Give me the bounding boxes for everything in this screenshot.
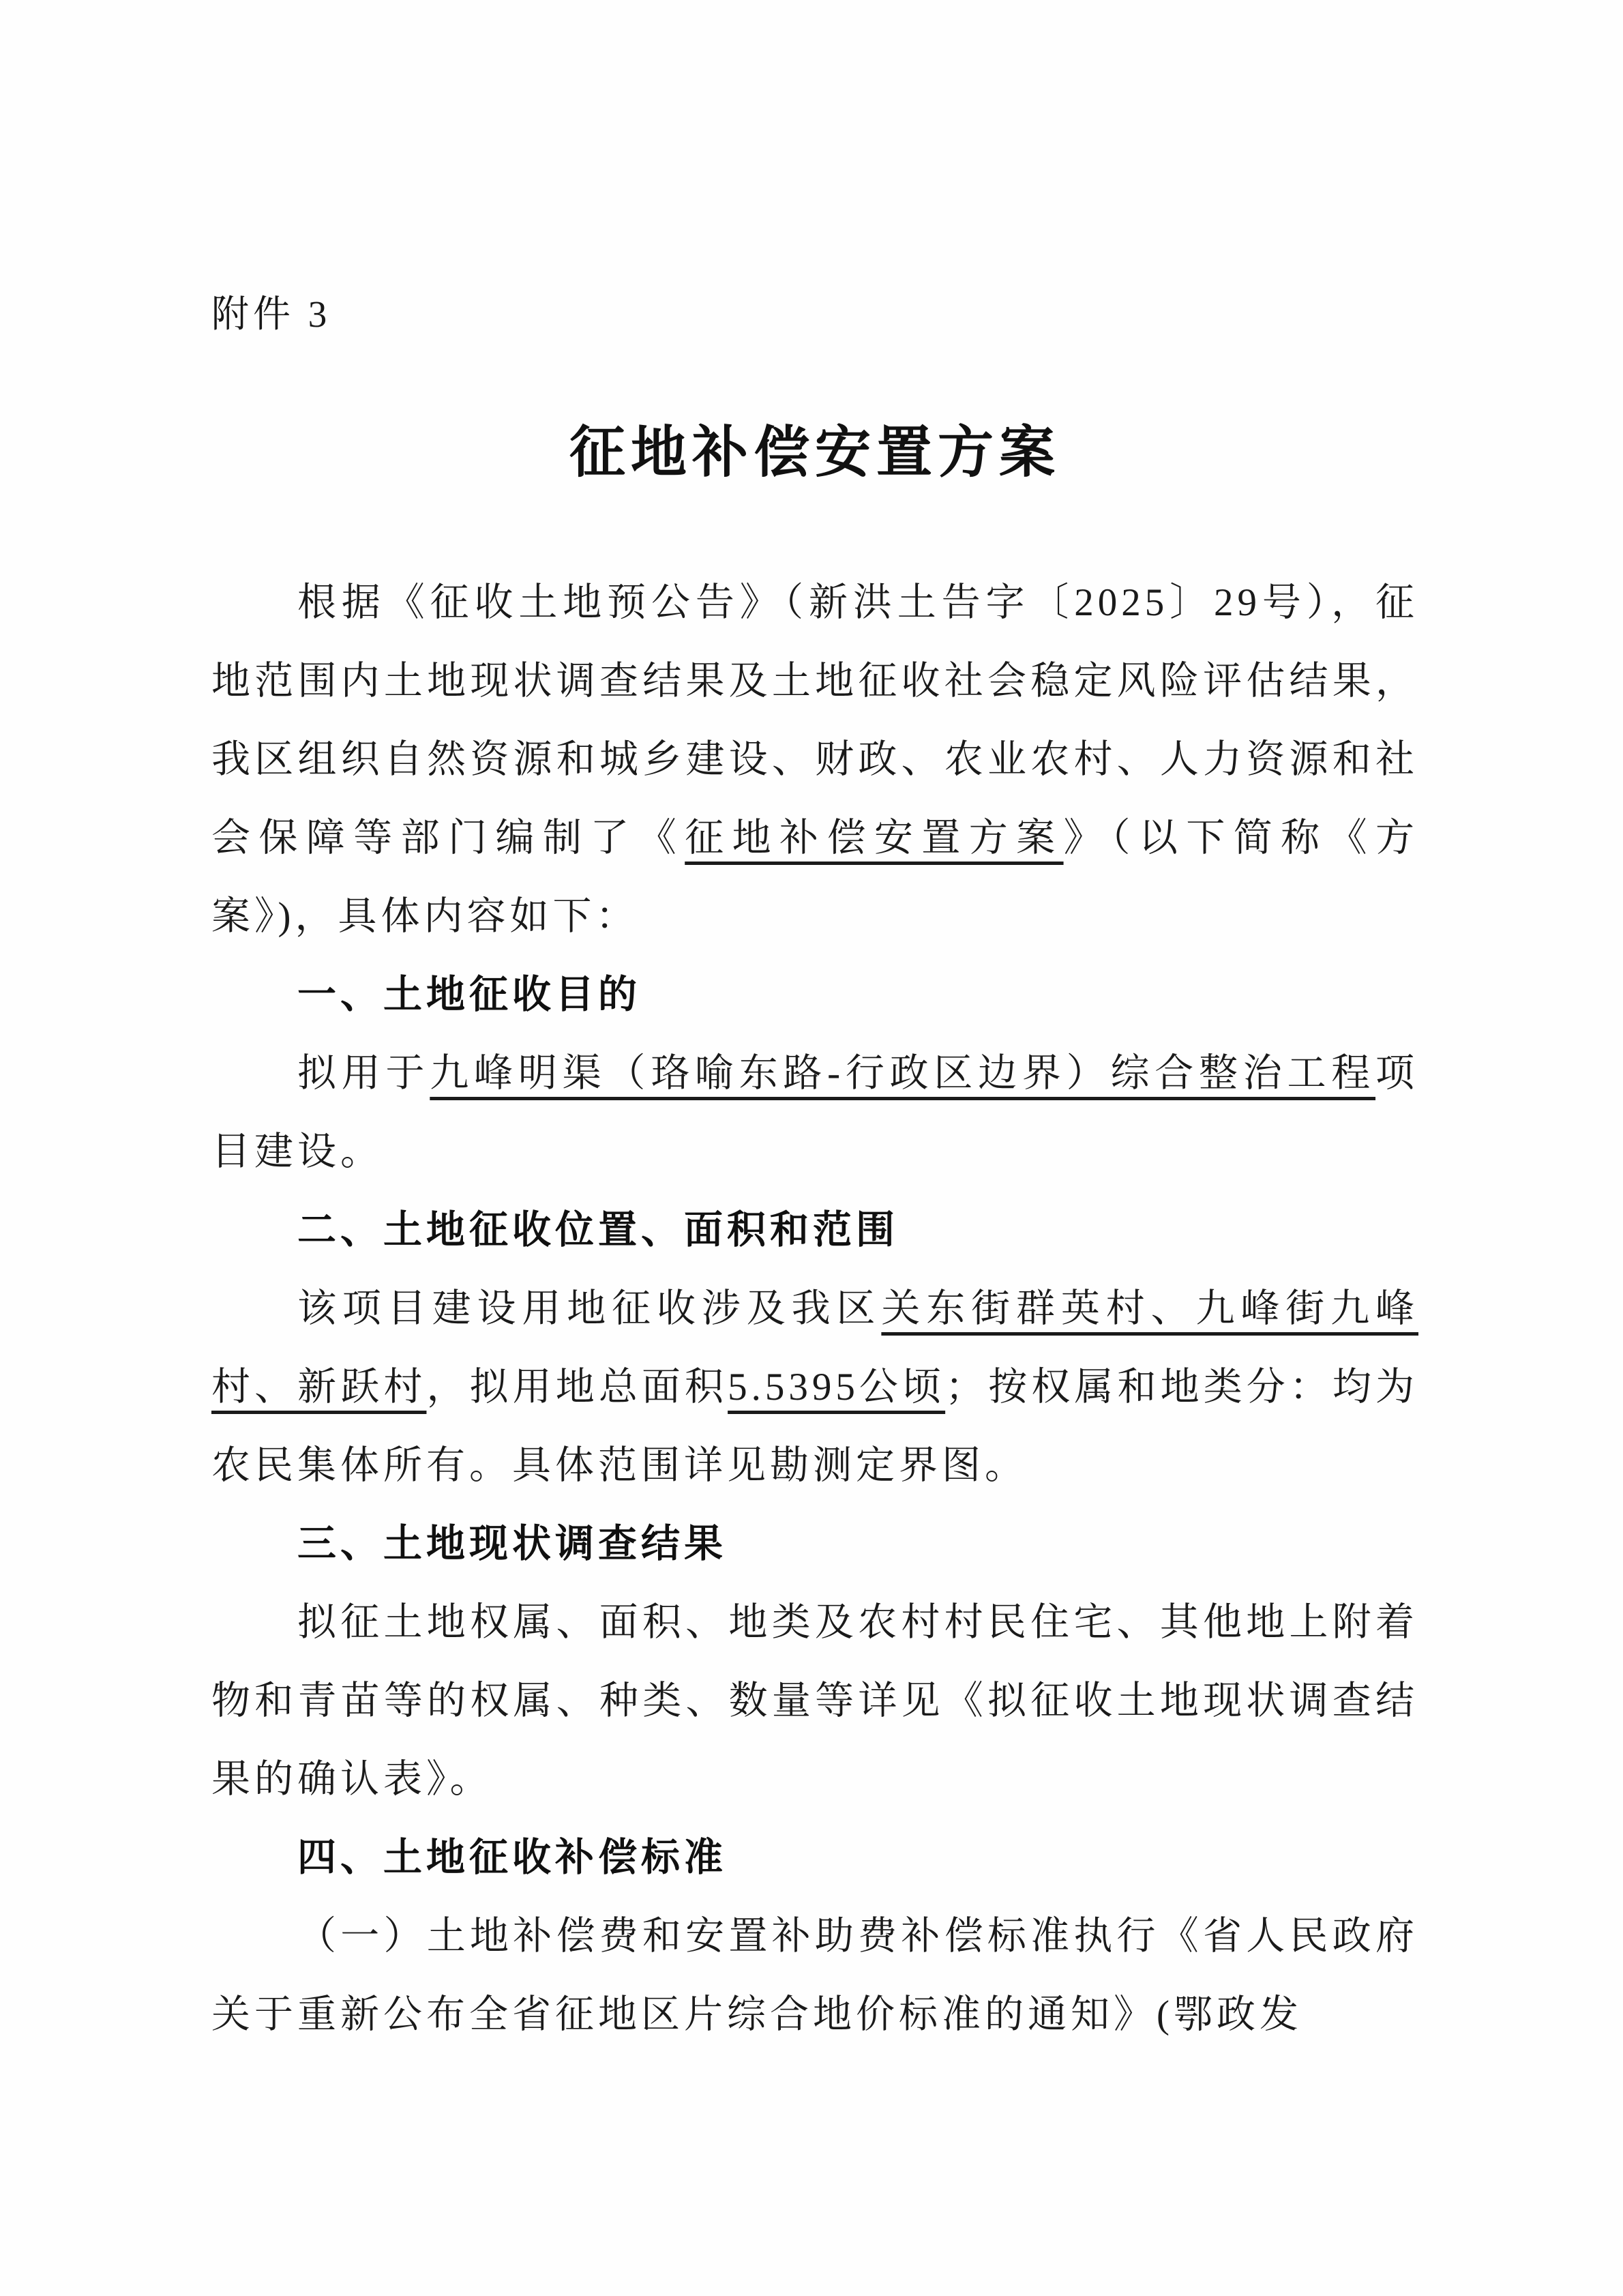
paragraph (211, 1269, 1418, 1505)
text-segment: 一、土地征收目的 (297, 973, 641, 1016)
underlined-text: 5.5395公顷 (728, 1366, 946, 1409)
paragraph (211, 563, 1418, 956)
section-heading (211, 1191, 1418, 1269)
paragraph (211, 1897, 1418, 2054)
text-segment: ；按权属和地类分：均为农民集体所有。具体范围详见勘测定界图。 (211, 1366, 1419, 1487)
attachment-label: 附件 3 (211, 293, 331, 335)
text-segment: 根据《征收土地预公告》（新洪土告字〔2025〕29号），征地范围内土地现状调查结果及土地征收社会稳定风险评估结果，我区组织自然资源和城乡建设、财政、农业农村、人力资源和社会保障等部门编制了《 (211, 581, 1418, 859)
text-segment: 三、土地现状调查结果 (297, 1522, 727, 1565)
text-segment: 该项目建设用地征收涉及我区 (297, 1287, 882, 1330)
underlined-text: 关东街群英村、九峰街九峰村、新跃村 (211, 1287, 1418, 1409)
underlined-text: 九峰明渠（珞喻东路-行政区边界）综合整治工程 (430, 1052, 1376, 1095)
paragraph (211, 1034, 1418, 1191)
text-segment: 项目建设。 (211, 1052, 1419, 1173)
text-segment: 四、土地征收补偿标准 (297, 1836, 727, 1879)
paragraph (211, 1583, 1418, 1819)
document-body (211, 563, 1418, 2054)
text-segment: ，拟用地总面积 (426, 1366, 728, 1409)
underlined-text: 征地补偿安置方案 (685, 816, 1064, 859)
section-heading (211, 1819, 1418, 1897)
text-segment: 拟征土地权属、面积、地类及农村村民住宅、其他地上附着物和青苗等的权属、种类、数量等详见《拟征收土地现状调查结果的确认表》。 (211, 1601, 1418, 1801)
text-segment: 》（以下简称《方案》)，具体内容如下： (211, 816, 1419, 938)
document-title: 征地补偿安置方案 (569, 422, 1060, 484)
section-heading (211, 956, 1418, 1034)
text-segment: 二、土地征收位置、面积和范围 (297, 1208, 899, 1252)
section-heading (211, 1505, 1418, 1583)
text-segment: 拟用于 (297, 1052, 430, 1095)
text-segment: （一）土地补偿费和安置补助费补偿标准执行《省人民政府关于重新公布全省征地区片综合地价标准的通知》(鄂政发 (211, 1915, 1418, 2036)
